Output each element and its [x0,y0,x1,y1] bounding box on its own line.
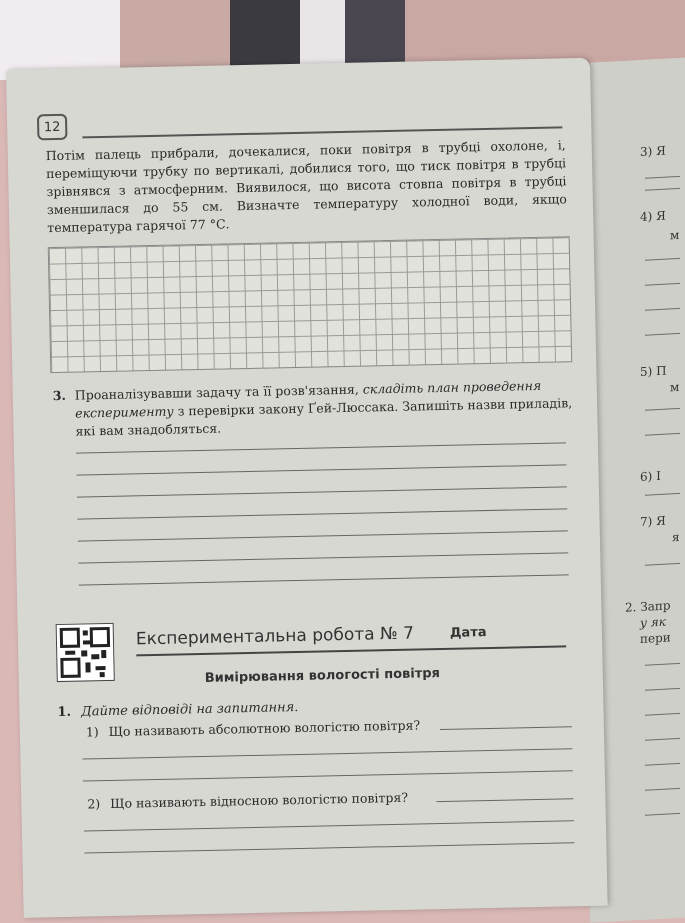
answer-line[interactable] [78,530,568,541]
task-text-plain: з перевірки закону Ґей-Люссака. Запишіть назви приладів, які вам знадобляться. [75,395,573,439]
answer-line[interactable] [78,552,568,563]
answer-line [645,663,680,666]
right-page-label: пери [640,630,671,646]
qr-module [96,666,106,670]
graph-grid[interactable] [48,236,573,373]
answer-line[interactable] [77,508,567,519]
header-rule [82,126,562,138]
task-3 [53,376,574,441]
right-page-label: 2. Запр [625,598,671,615]
answer-line [645,493,680,496]
experiment-subtitle: Вимірювання вологості повітря [204,666,441,686]
question-prompt: Дайте відповіді на запитання. [81,700,299,720]
answer-line[interactable] [84,842,574,853]
answer-line [645,308,680,311]
right-page-label: м [670,379,680,395]
answer-line [645,188,680,191]
answer-line [645,283,680,286]
right-page-label: м [670,227,680,243]
answer-line[interactable] [440,726,572,730]
right-page-label: я [672,529,680,545]
experiment-title: Експериментальна робота № 7 [135,623,415,650]
right-page-label: 4) Я [640,208,666,224]
question-number: 1. [57,704,72,721]
answer-line [645,333,680,336]
subquestion-text: Що називають абсолютною вологістю повітря? [108,717,421,739]
subquestion-label: 1) [85,724,99,740]
answer-line [645,563,680,566]
subquestion-label: 2) [87,796,101,812]
answer-line [645,813,680,816]
problem-paragraph: Потім палець прибрали, дочекалися, поки повітря в трубці охолоне, і, переміщуючи трубку по вертикалі, добилися того, що тиск повітря в трубці зрівнявся з атмосферним. Виявилося, що висота стовпа повітря в трубці зменшилася до 55 см. Визначте температуру холодної води, якщо температура гарячої 77 °С. [45,137,567,236]
answer-line[interactable] [77,486,567,497]
subquestion-1 [86,717,421,739]
right-page-label: 7) Я [640,513,666,529]
question-1 [57,700,298,720]
task-number: 3. [52,387,67,404]
answer-line [645,433,680,436]
qr-finder [60,658,80,678]
answer-line [645,176,680,179]
answer-line [645,738,680,741]
answer-line[interactable] [76,464,566,475]
qr-finder [90,627,110,647]
qr-module [83,640,91,644]
answer-line [645,258,680,261]
answer-line[interactable] [83,770,573,781]
answer-line [645,763,680,766]
qr-code-icon[interactable] [56,623,115,682]
qr-module [85,662,90,672]
qr-finder [60,628,80,648]
right-page-label: 5) П [640,363,667,379]
qr-module [91,654,99,659]
answer-line[interactable] [79,574,569,585]
answer-line [645,713,680,716]
answer-line [645,788,680,791]
subquestion-text: Що називають відносною вологістю повітря? [110,789,409,811]
qr-module [65,651,75,655]
qr-module [101,650,106,658]
task-text [75,376,574,440]
answer-line [645,688,680,691]
workbook-page [6,58,608,918]
answer-line [645,408,680,411]
task-text-italic: складіть план проведення експерименту [75,377,542,421]
qr-module [100,672,105,677]
page-number: 12 [37,114,68,141]
subquestion-2 [87,790,408,812]
answer-line[interactable] [82,748,572,759]
answer-line[interactable] [76,442,566,453]
date-label: Дата [449,625,487,641]
answer-line[interactable] [84,820,574,831]
right-page-label: 3) Я [640,143,666,159]
qr-module [83,630,88,635]
answer-line[interactable] [436,798,573,802]
task-text-plain: Проаналізувавши задачу та її розв'язання, [74,381,363,403]
qr-module [81,650,87,656]
right-page-label: у як [640,614,666,630]
right-page-label: 6) I [640,468,661,484]
